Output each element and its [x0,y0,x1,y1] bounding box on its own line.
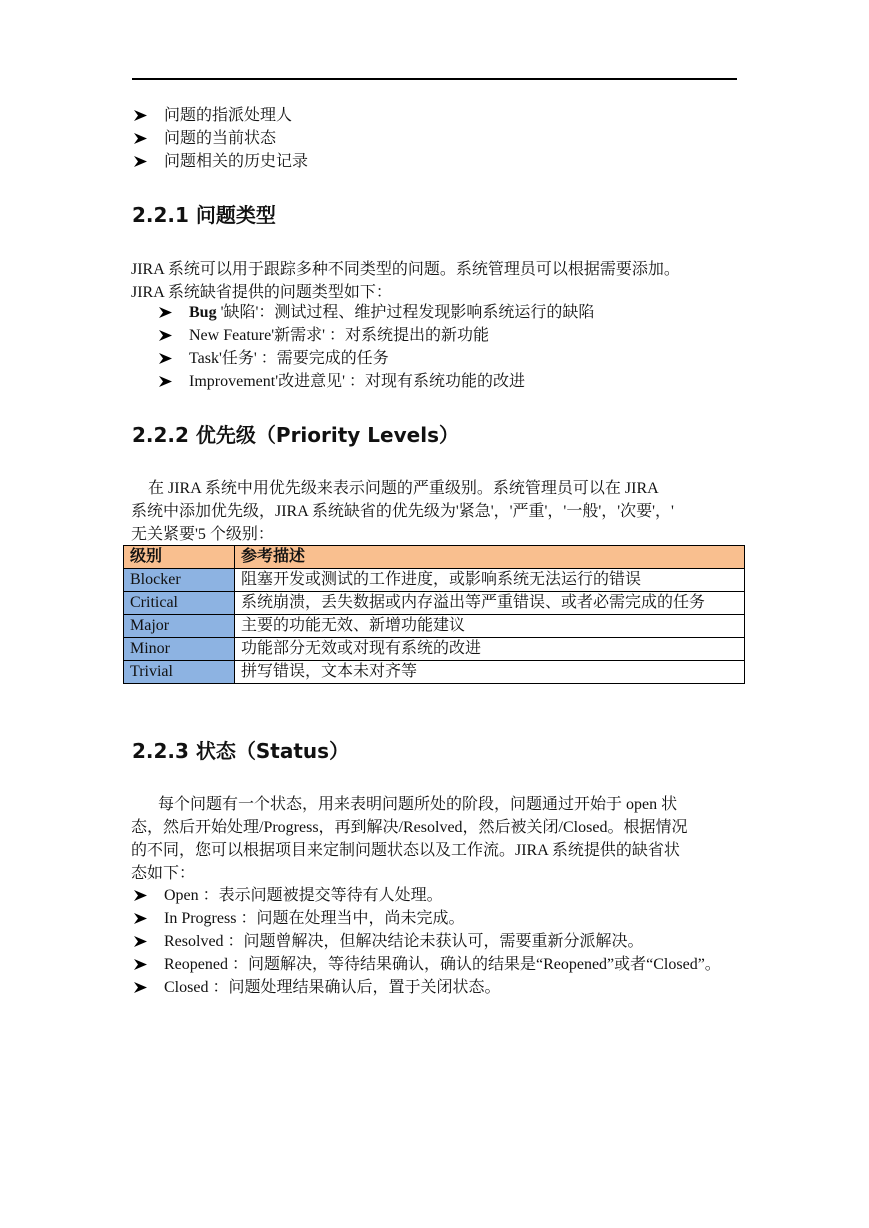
arrow-bullet-icon [134,133,147,144]
arrow-bullet-icon [159,330,172,341]
table-row [124,638,745,661]
bullet-text: 问题相关的历史记录 [164,153,309,170]
priority-description-cell: 系统崩溃，丢失数据或内存溢出等严重错误、或者必需完成的任务 [235,592,745,615]
priority-description-cell: 功能部分无效或对现有系统的改进 [235,638,745,661]
bullet-text: Improvement'改进意见' ：对现有系统功能的改进 [189,373,525,390]
arrow-bullet-icon [159,353,172,364]
arrow-bullet-icon [134,890,147,901]
priority-paragraph [131,477,674,546]
section-heading-priority: 2.2.2 优先级（Priority Levels） [132,423,459,447]
priority-description-cell: 主要的功能无效、新增功能建议 [235,615,745,638]
status-text: Resolved ：问题曾解决，但解决结论未获认可，需要重新分派解决。 [164,933,644,950]
bug-label: Bug [189,304,217,321]
paragraph-line: 的不同，您可以根据项目来定制问题状态以及工作流。JIRA 系统提供的缺省状 [131,842,680,859]
section-heading-issue-types: 2.2.1 问题类型 [132,203,276,227]
paragraph-line: 每个问题有一个状态，用来表明问题所处的阶段，问题通过开始于 open 状 [158,796,678,813]
status-text: Open ：表示问题被提交等待有人处理。 [164,887,443,904]
table-row [124,569,745,592]
paragraph-line: 无关紧要'5 个级别： [131,526,274,543]
table-row [124,615,745,638]
paragraph-line: 态如下： [131,865,196,882]
status-text: In Progress ：问题在处理当中，尚未完成。 [164,910,465,927]
arrow-bullet-icon [159,376,172,387]
arrow-bullet-icon [134,936,147,947]
arrow-bullet-icon [134,156,147,167]
status-text: Reopened ：问题解决，等待结果确认，确认的结果是“Reopened”或者“Closed”。 [164,956,721,973]
arrow-bullet-icon [134,913,147,924]
paragraph-line: 在 JIRA 系统中用优先级来表示问题的严重级别。系统管理员可以在 JIRA [148,480,659,497]
priority-description-cell: 阻塞开发或测试的工作进度，或影响系统无法运行的错误 [235,569,745,592]
bullet-text [189,301,594,324]
priority-level-cell: Trivial [124,661,235,684]
bug-description: '缺陷'：测试过程、维护过程发现影响系统运行的缺陷 [216,304,595,321]
bullet-text: Task'任务' ：需要完成的任务 [189,350,389,367]
priority-table [123,545,745,684]
table-row [124,592,745,615]
issue-types-paragraph [131,258,680,304]
arrow-bullet-icon [159,307,172,318]
status-paragraph [131,793,687,885]
table-row [124,661,745,684]
header-rule [132,78,737,80]
bullet-text: 问题的当前状态 [164,130,277,147]
priority-level-cell: Blocker [124,569,235,592]
arrow-bullet-icon [134,959,147,970]
paragraph-line: 系统中添加优先级，JIRA 系统缺省的优先级为'紧急'，'严重'，'一般'，'次要'，' [131,503,674,520]
paragraph-line: 态，然后开始处理/Progress，再到解决/Resolved，然后被关闭/Closed。根据情况 [131,819,688,836]
priority-level-cell: Minor [124,638,235,661]
priority-level-cell: Critical [124,592,235,615]
priority-description-cell: 拼写错误，文本未对齐等 [235,661,745,684]
column-header-description: 参考描述 [235,546,745,569]
paragraph-line: JIRA 系统缺省提供的问题类型如下： [131,284,392,301]
section-heading-status: 2.2.3 状态（Status） [132,739,350,763]
column-header-level: 级别 [124,546,235,569]
table-header-row [124,546,745,569]
paragraph-line: JIRA 系统可以用于跟踪多种不同类型的问题。系统管理员可以根据需要添加。 [131,261,680,278]
arrow-bullet-icon [134,982,147,993]
bullet-text: 问题的指派处理人 [164,107,293,124]
priority-level-cell: Major [124,615,235,638]
arrow-bullet-icon [134,110,147,121]
bullet-text: New Feature'新需求' ：对系统提出的新功能 [189,327,489,344]
status-text: Closed ：问题处理结果确认后，置于关闭状态。 [164,979,501,996]
